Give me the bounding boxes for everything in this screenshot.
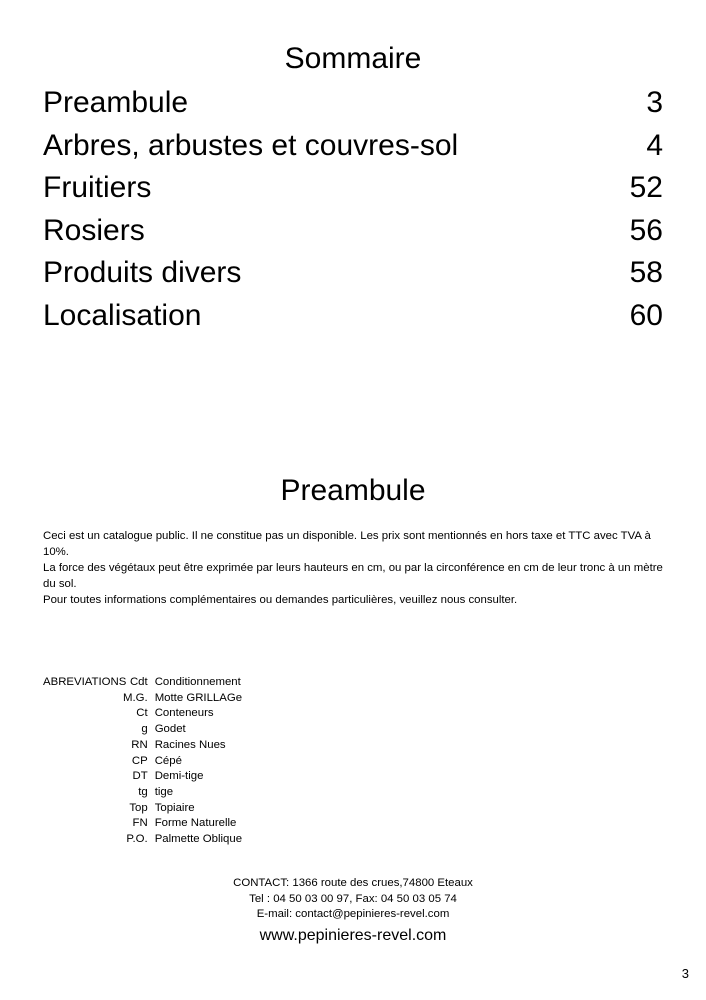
- preambule-body: [43, 528, 665, 608]
- abbreviation-row: [123, 691, 242, 707]
- abbreviation-row: [123, 801, 242, 817]
- abbreviation-code: Cdt: [129, 676, 148, 688]
- toc-entry-label: Preambule: [43, 86, 189, 119]
- abbreviation-meaning: Forme Naturelle: [154, 817, 237, 830]
- toc-entry-page: 56: [629, 213, 663, 247]
- page-number: 3: [681, 966, 689, 981]
- abbreviation-row: [123, 816, 242, 832]
- toc-entry[interactable]: [43, 82, 663, 125]
- abbreviations-table: [123, 675, 242, 848]
- abbreviation-meaning: Cépé: [154, 754, 182, 767]
- abbreviation-code: Ct: [136, 707, 148, 720]
- abbreviation-code: Top: [129, 801, 148, 814]
- toc-entry[interactable]: [43, 252, 663, 295]
- preambule-paragraph: Pour toutes informations complémentaires ou demandes particulières, veuillez nous consulter.: [43, 594, 518, 606]
- abbreviation-meaning: Topiaire: [154, 801, 195, 814]
- toc-entry[interactable]: [43, 125, 663, 168]
- toc-entry-page: 52: [629, 171, 663, 205]
- abbreviation-code: RN: [131, 738, 148, 751]
- toc-entry[interactable]: [43, 167, 663, 210]
- toc-entry-page: 60: [629, 298, 663, 332]
- website-link[interactable]: www.pepinieres-revel.com: [259, 927, 447, 944]
- contact-email[interactable]: E-mail: contact@pepinieres-revel.com: [256, 908, 450, 921]
- toc-entry[interactable]: [43, 295, 663, 338]
- abbreviations-label: ABREVIATIONS: [43, 676, 127, 688]
- abbreviation-meaning: Demi-tige: [154, 770, 204, 783]
- abbreviation-row: [123, 754, 242, 770]
- table-of-contents: [43, 82, 663, 338]
- abbreviation-code: tg: [138, 785, 148, 798]
- toc-entry-label: Produits divers: [43, 256, 242, 290]
- abbreviation-row: [123, 769, 242, 785]
- abbreviation-row: [123, 722, 242, 738]
- abbreviation-code: g: [141, 723, 148, 736]
- contact-address: CONTACT: 1366 route des crues,74800 Eteaux: [233, 877, 473, 889]
- abbreviation-meaning: Motte GRILLAGe: [154, 691, 243, 704]
- preambule-paragraph: La force des végétaux peut être exprimée par leurs hauteurs en cm, ou par la circonférence en cm de leur tronc à un mètre du sol.: [43, 562, 663, 590]
- toc-entry-label: Arbres, arbustes et couvres-sol: [43, 128, 459, 162]
- preambule-title: Preambule: [280, 474, 426, 507]
- toc-entry-label: Rosiers: [43, 213, 145, 247]
- abbreviation-row: [123, 738, 242, 754]
- toc-entry[interactable]: [43, 210, 663, 253]
- preambule-paragraph: Ceci est un catalogue public. Il ne constitue pas un disponible. Les prix sont mentionnés en hors taxe et TTC avec TVA à 10%.: [43, 530, 651, 558]
- abbreviation-meaning: Conditionnement: [154, 676, 241, 688]
- abbreviation-meaning: tige: [154, 785, 174, 798]
- abbreviation-code: FN: [132, 817, 148, 830]
- abbreviation-meaning: Palmette Oblique: [154, 833, 243, 846]
- toc-entry-page: 58: [629, 256, 663, 290]
- abbreviation-meaning: Godet: [154, 723, 186, 736]
- toc-entry-page: 4: [646, 128, 663, 162]
- abbreviation-row: [123, 785, 242, 801]
- abbreviation-code: CP: [131, 754, 148, 767]
- toc-entry-page: 3: [646, 86, 663, 119]
- toc-entry-label: Localisation: [43, 298, 202, 332]
- abbreviation-meaning: Conteneurs: [154, 707, 214, 720]
- abbreviation-row: [123, 706, 242, 722]
- contact-block: [0, 876, 706, 923]
- toc-entry-label: Fruitiers: [43, 171, 152, 205]
- abbreviation-code: DT: [132, 770, 148, 783]
- sommaire-title: Sommaire: [284, 42, 422, 75]
- abbreviation-meaning: Racines Nues: [154, 738, 226, 751]
- abbreviation-row: [123, 832, 242, 848]
- contact-phone: Tel : 04 50 03 00 97, Fax: 04 50 03 05 74: [249, 892, 457, 905]
- abbreviation-row: [123, 675, 242, 691]
- abbreviation-code: P.O.: [126, 833, 148, 846]
- abbreviation-code: M.G.: [123, 691, 148, 704]
